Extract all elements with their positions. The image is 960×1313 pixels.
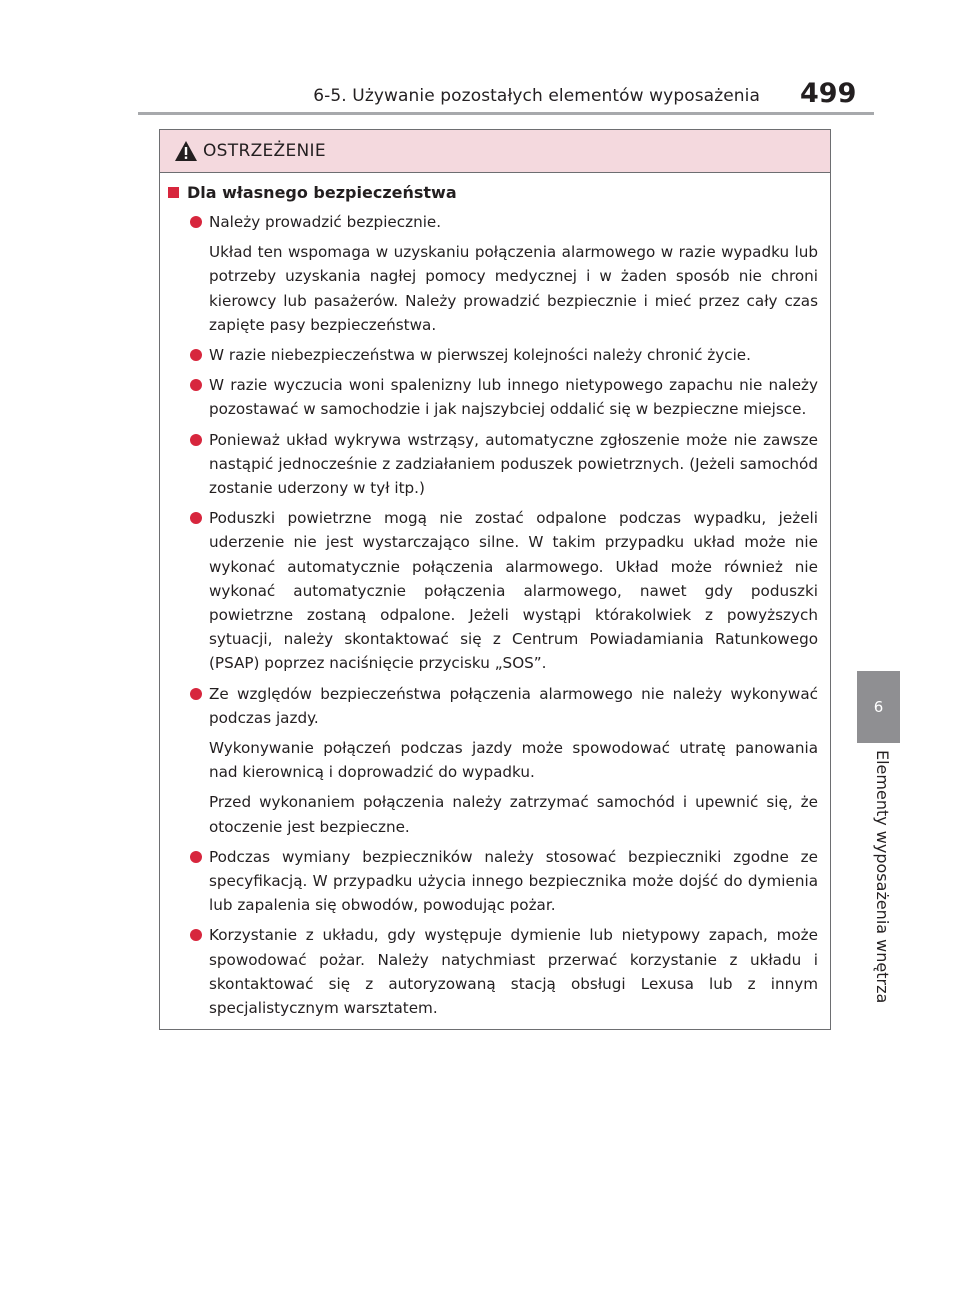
item-text: Wykonywanie połączeń podczas jazdy może spowodować utratę panowania nad kierownicą i doprowadzić do wypadku.	[209, 739, 818, 782]
item-text: W razie niebezpieczeństwa w pierwszej kolejności należy chronić życie.	[209, 346, 751, 365]
list-item	[160, 428, 818, 501]
round-bullet-icon	[190, 929, 202, 941]
list-item	[160, 210, 818, 337]
square-bullet-icon	[168, 187, 179, 198]
page-number: 499	[800, 78, 857, 109]
chapter-tab	[857, 671, 900, 743]
warning-title: OSTRZEŻENIE	[203, 141, 326, 161]
warning-box	[159, 129, 831, 1030]
warning-header	[160, 130, 830, 173]
round-bullet-icon	[190, 379, 202, 391]
round-bullet-icon	[190, 512, 202, 524]
round-bullet-icon	[190, 216, 202, 228]
section-heading	[168, 183, 818, 202]
item-text: Układ ten wspomaga w uzyskaniu połączenia alarmowego w razie wypadku lub potrzeby uzyskania nagłej pomocy medycznej i w żaden sposób nie chroni kierowcy lub pasażerów. Należy prowadzić bezpiecznie i mieć przez cały czas zapięte pasy bezpieczeństwa.	[209, 243, 818, 334]
round-bullet-icon	[190, 688, 202, 700]
list-item	[160, 682, 818, 839]
list-item	[160, 343, 818, 367]
item-text: Poduszki powietrzne mogą nie zostać odpalone podczas wypadku, jeżeli uderzenie nie jest wystarczająco silne. W takim przypadku układ może nie wykonać automatycznie połączenia alarmowego. Układ może również nie wykonać automatycznie połączenia alarmowego, nawet gdy poduszki powietrzne zostaną odpalone. Jeżeli wystąpi którakolwiek z powyższych sytuacji, należy skontaktować się z Centrum Powiadamiania Ratunkowego (PSAP) poprzez naciśnięcie przycisku „SOS”.	[209, 509, 818, 673]
item-text: Należy prowadzić bezpiecznie.	[209, 213, 442, 231]
chapter-tab-label: Elementy wyposażenia wnętrza	[873, 750, 892, 1004]
item-text: Korzystanie z układu, gdy występuje dymienie lub nietypowy zapach, może spowodować pożar. Należy natychmiast przerwać korzystanie z układu i skontaktować się z autoryzowaną stacją obsługi Lexusa lub z innym specjalistycznym warsztatem.	[209, 926, 818, 1018]
section-title: Dla własnego bezpieczeństwa	[187, 183, 457, 202]
list-item	[160, 845, 818, 918]
warning-triangle-icon	[174, 140, 198, 162]
round-bullet-icon	[190, 851, 202, 863]
item-text: Ponieważ układ wykrywa wstrząsy, automatyczne zgłoszenie może nie zawsze nastąpić jednocześnie z zadziałaniem poduszek powietrznych. (Jeżeli samochód zostanie uderzony w tył itp.)	[209, 430, 818, 498]
list-item	[160, 506, 818, 675]
list-item	[160, 923, 818, 1020]
item-text: W razie wyczucia woni spalenizny lub innego nietypowego zapachu nie należy pozostawać w samochodzie i jak najszybciej oddalić się w bezpieczne miejsce.	[209, 376, 818, 419]
item-text: Ze względów bezpieczeństwa połączenia alarmowego nie należy wykonywać podczas jazdy.	[209, 684, 818, 727]
chapter-tab-number: 6	[873, 698, 884, 716]
list-item	[160, 373, 818, 421]
chapter-title: 6-5. Używanie pozostałych elementów wyposażenia	[313, 86, 760, 106]
round-bullet-icon	[190, 349, 202, 361]
item-text: Przed wykonaniem połączenia należy zatrzymać samochód i upewnić się, że otoczenie jest bezpieczne.	[209, 793, 818, 836]
round-bullet-icon	[190, 434, 202, 446]
header-divider	[138, 112, 874, 115]
warning-body	[160, 173, 830, 1020]
item-text: Podczas wymiany bezpieczników należy stosować bezpieczniki zgodne ze specyfikacją. W przypadku użycia innego bezpiecznika może dojść do dymienia lub zapalenia się obwodów, powodując pożar.	[209, 847, 818, 915]
